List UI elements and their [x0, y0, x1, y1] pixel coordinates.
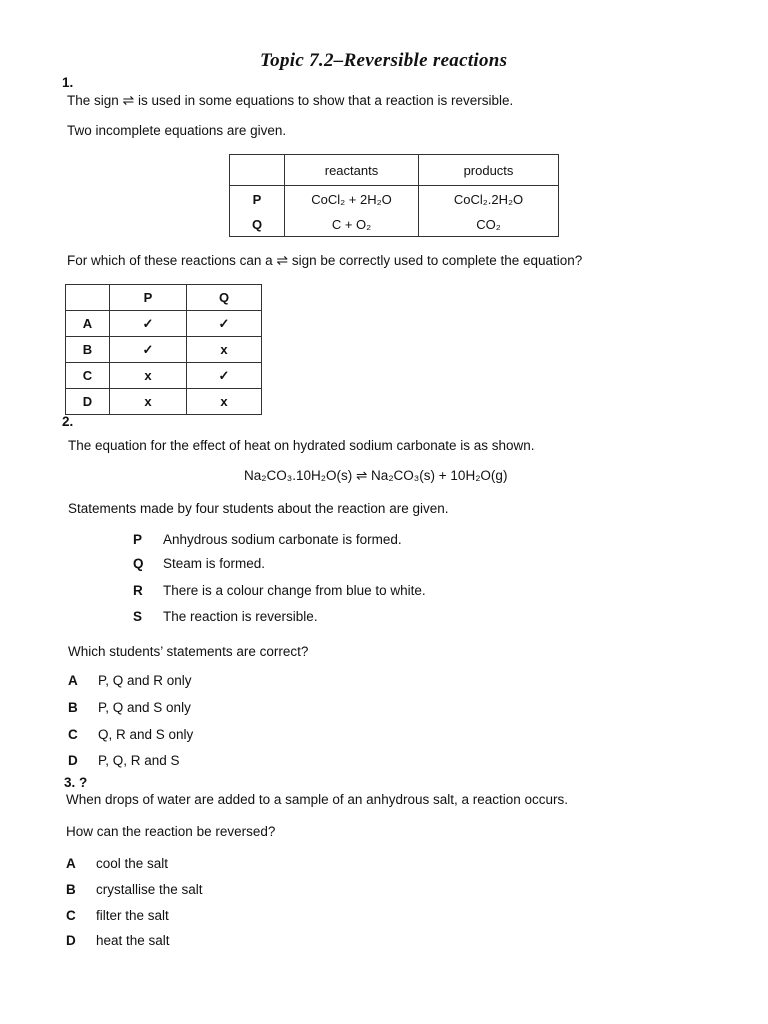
statement-s — [133, 609, 318, 624]
statement-letter: R — [133, 583, 143, 598]
question-2-intro: The equation for the effect of heat on hydrated sodium carbonate is as shown. — [68, 438, 535, 453]
statement-p — [133, 532, 402, 547]
option-letter: B — [66, 882, 76, 897]
statement-text: There is a colour change from blue to white. — [163, 583, 426, 598]
reactants-header: reactants — [285, 155, 419, 186]
q2-option-c — [68, 727, 193, 742]
answer-header-q: Q — [187, 285, 262, 311]
option-letter: A — [66, 856, 76, 871]
p-products: CoCl₂.2H₂O — [419, 186, 559, 213]
option-letter: D — [66, 933, 76, 948]
answer-row-label: C — [66, 363, 110, 389]
answer-row-label: B — [66, 337, 110, 363]
answer-row-label: A — [66, 311, 110, 337]
q-reactants: C + O₂ — [285, 213, 419, 237]
option-text: Q, R and S only — [98, 727, 194, 742]
question-3-number: 3. ? — [64, 775, 88, 790]
q-products: CO₂ — [419, 213, 559, 237]
q1-question-before: For which of these reactions can a — [67, 253, 273, 268]
statement-text: The reaction is reversible. — [163, 609, 318, 624]
answer-mark: x — [187, 389, 262, 415]
statement-text: Steam is formed. — [163, 556, 266, 571]
equations-table — [229, 154, 559, 237]
reversible-symbol: ⇌ — [122, 92, 135, 108]
statement-letter: P — [133, 532, 143, 547]
statement-r — [133, 583, 426, 598]
question-1-number: 1. — [62, 75, 74, 90]
option-text: cool the salt — [96, 856, 169, 871]
answer-mark: ✓ — [110, 337, 187, 363]
question-1-line-2: Two incomplete equations are given. — [67, 123, 287, 138]
q2-option-b — [68, 700, 191, 715]
empty-header-cell — [230, 155, 285, 186]
option-letter: C — [68, 727, 78, 742]
question-2-prompt: Which students’ statements are correct? — [68, 644, 309, 659]
option-letter: C — [66, 908, 76, 923]
option-text: crystallise the salt — [96, 882, 203, 897]
statement-q — [133, 556, 265, 571]
answer-mark: x — [187, 337, 262, 363]
q2-option-a — [68, 673, 192, 688]
question-1-line-1 — [67, 92, 513, 109]
statement-letter: S — [133, 609, 143, 624]
option-text: filter the salt — [96, 908, 169, 923]
p-reactants: CoCl₂ + 2H₂O — [285, 186, 419, 213]
statement-text: Anhydrous sodium carbonate is formed. — [163, 532, 402, 547]
q1-line1-after: is used in some equations to show that a reaction is reversible. — [138, 93, 514, 108]
question-2-equation: Na₂CO₃.10H₂O(s) ⇌ Na₂CO₃(s) + 10H₂O(g) — [244, 468, 508, 483]
row-label-p: P — [230, 186, 285, 213]
row-label-q: Q — [230, 213, 285, 237]
option-letter: D — [68, 753, 78, 768]
question-1-prompt — [67, 252, 582, 269]
question-2-statements-intro: Statements made by four students about the reaction are given. — [68, 501, 449, 516]
option-letter: B — [68, 700, 78, 715]
answer-mark: x — [110, 389, 187, 415]
answer-mark: ✓ — [187, 363, 262, 389]
answer-row-label: D — [66, 389, 110, 415]
answer-empty-header — [66, 285, 110, 311]
option-text: P, Q, R and S — [98, 753, 180, 768]
question-3-prompt: How can the reaction be reversed? — [66, 824, 276, 839]
q3-option-c — [66, 908, 169, 923]
q3-option-d — [66, 933, 170, 948]
q1-question-after: sign be correctly used to complete the equation? — [291, 253, 583, 268]
option-text: P, Q and R only — [98, 673, 192, 688]
question-3-intro: When drops of water are added to a sample of an anhydrous salt, a reaction occurs. — [66, 792, 569, 807]
answer-mark: ✓ — [110, 311, 187, 337]
statement-letter: Q — [133, 556, 144, 571]
reversible-symbol-2: ⇌ — [276, 252, 289, 268]
q3-option-b — [66, 882, 203, 897]
answer-header-p: P — [110, 285, 187, 311]
answer-mark: x — [110, 363, 187, 389]
option-text: heat the salt — [96, 933, 170, 948]
products-header: products — [419, 155, 559, 186]
page-title: Topic 7.2–Reversible reactions — [260, 50, 508, 71]
answer-mark: ✓ — [187, 311, 262, 337]
answer-table — [65, 284, 262, 415]
q1-line1-before: The sign — [67, 93, 119, 108]
option-text: P, Q and S only — [98, 700, 191, 715]
q2-option-d — [68, 753, 180, 768]
q3-option-a — [66, 856, 168, 871]
option-letter: A — [68, 673, 78, 688]
question-2-number: 2. — [62, 414, 74, 429]
